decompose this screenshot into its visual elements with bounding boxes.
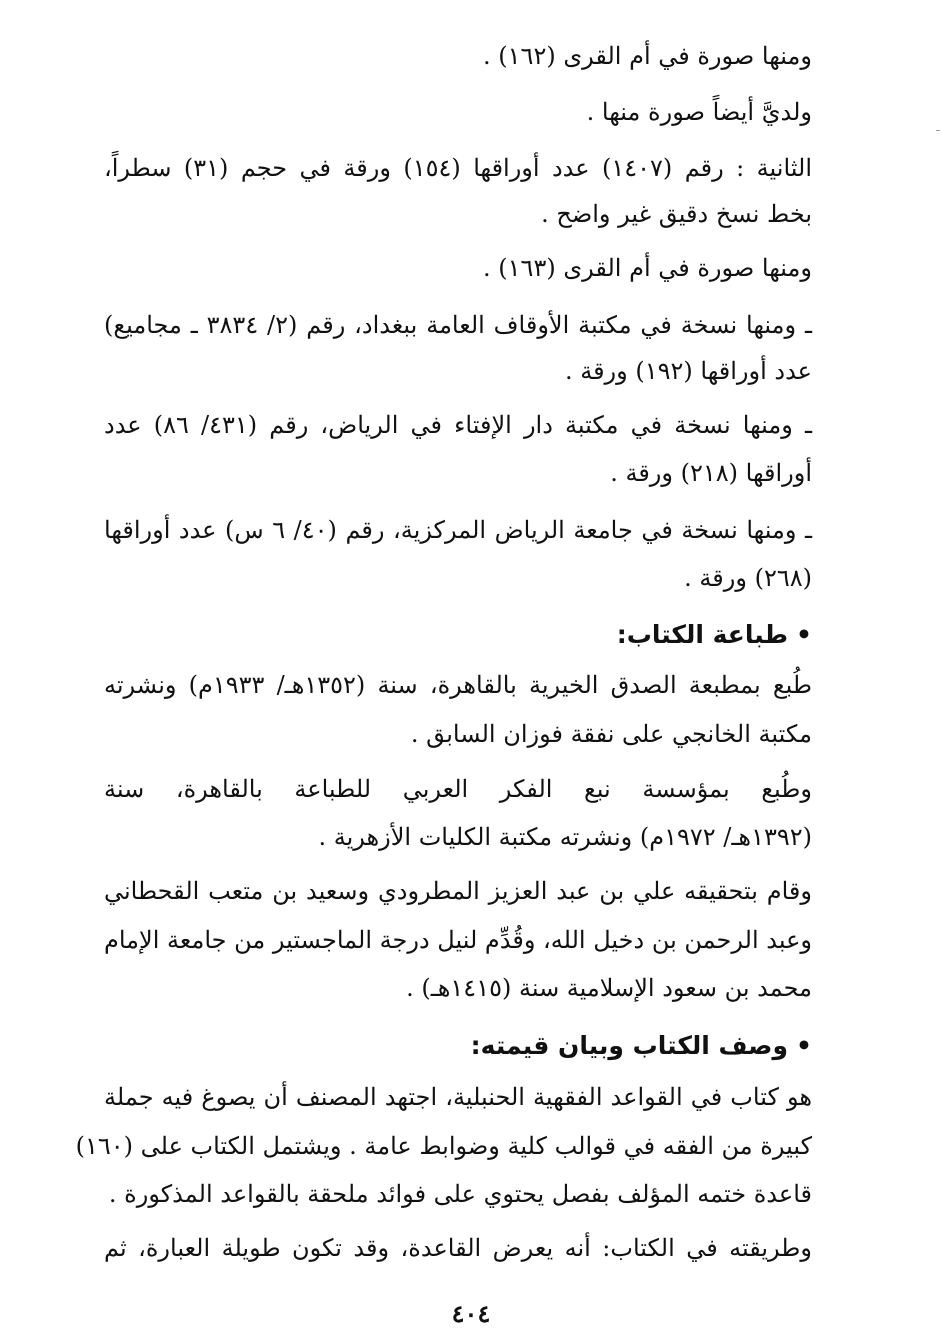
text-line: ـ ومنها نسخة في جامعة الرياض المركزية، رقم (٤٠/ ٦ س) عدد أوراقها bbox=[104, 516, 813, 544]
text-line: وعبد الرحمن بن دخيل الله، وقُدِّم لنيل درجة الماجستير من جامعة الإمام bbox=[104, 926, 812, 954]
text-line: وطُبع بمؤسسة نبع الفكر العربي للطباعة بالقاهرة، سنة bbox=[104, 775, 812, 803]
text-line: ولديَّ أيضاً صورة منها . bbox=[586, 98, 812, 126]
text-line: ومنها صورة في أم القرى (١٦٢) . bbox=[483, 42, 812, 70]
text-line: الثانية : رقم (١٤٠٧) عدد أوراقها (١٥٤) ورقة في حجم (٣١) سطراً، bbox=[104, 154, 812, 182]
page-number: ٤٠٤ bbox=[451, 1299, 491, 1328]
text-line: (١٣٩٢هـ/ ١٩٧٢م) ونشرته مكتبة الكليات الأزهرية . bbox=[318, 823, 812, 851]
text-line: طُبع بمطبعة الصدق الخيرية بالقاهرة، سنة (١٣٥٢هـ/ ١٩٣٣م) ونشرته bbox=[104, 671, 812, 699]
text-line: ـ ومنها نسخة في مكتبة الأوقاف العامة ببغداد، رقم (٢/ ٣٨٣٤ ـ مجاميع) bbox=[104, 311, 813, 339]
text-line: أوراقها (٢١٨) ورقة . bbox=[610, 459, 812, 487]
bullet-icon: • bbox=[796, 1031, 812, 1060]
section-heading-printing bbox=[617, 613, 812, 657]
text-line: بخط نسخ دقيق غير واضح . bbox=[541, 200, 812, 228]
text-line: ومنها صورة في أم القرى (١٦٣) . bbox=[483, 254, 812, 282]
bullet-icon: • bbox=[796, 620, 812, 649]
section-heading-description bbox=[471, 1024, 812, 1068]
text-line: وقام بتحقيقه علي بن عبد العزيز المطرودي وسعيد بن متعب القحطاني bbox=[104, 877, 812, 905]
section-heading-text: طباعة الكتاب: bbox=[616, 620, 789, 649]
page-edge-mark bbox=[936, 130, 940, 131]
text-line: عدد أوراقها (١٩٢) ورقة . bbox=[564, 357, 812, 385]
text-line: (٢٦٨) ورقة . bbox=[684, 564, 812, 592]
text-line: محمد بن سعود الإسلامية سنة (١٤١٥هـ) . bbox=[406, 974, 812, 1002]
text-line: ـ ومنها نسخة في مكتبة دار الإفتاء في الرياض، رقم (٤٣١/ ٨٦) عدد bbox=[104, 411, 813, 439]
text-line: وطريقته في الكتاب: أنه يعرض القاعدة، وقد تكون طويلة العبارة، ثم bbox=[104, 1234, 812, 1262]
section-heading-text: وصف الكتاب وبيان قيمته: bbox=[470, 1031, 789, 1060]
text-line: كبيرة من الفقه في قوالب كلية وضوابط عامة . ويشتمل الكتاب على (١٦٠) bbox=[75, 1132, 812, 1160]
text-line: قاعدة ختمه المؤلف بفصل يحتوي على فوائد ملحقة بالقواعد المذكورة . bbox=[108, 1180, 812, 1208]
text-line: هو كتاب في القواعد الفقهية الحنبلية، اجتهد المصنف أن يصوغ فيه جملة bbox=[104, 1083, 812, 1111]
text-line: مكتبة الخانجي على نفقة فوزان السابق . bbox=[410, 720, 812, 748]
